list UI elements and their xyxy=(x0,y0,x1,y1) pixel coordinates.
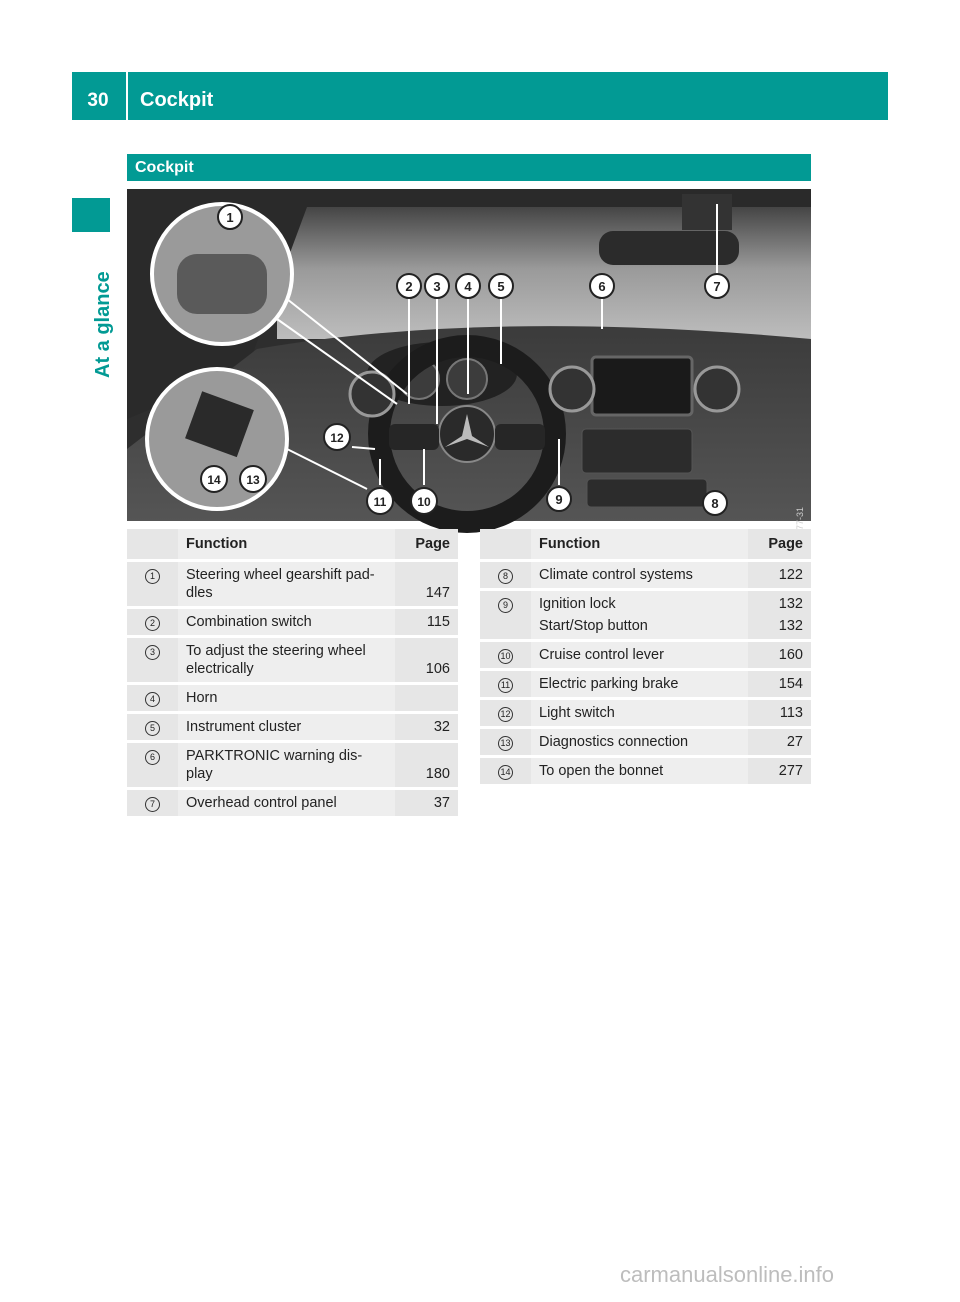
row-number xyxy=(127,789,178,817)
callout-label: 11 xyxy=(373,495,387,509)
row-number xyxy=(480,561,531,590)
callout-12 xyxy=(324,424,350,450)
function-text: Horn xyxy=(186,690,218,706)
table-header-row xyxy=(480,529,811,561)
row-function xyxy=(178,561,395,608)
table-row xyxy=(480,757,811,785)
callout-label: 10 xyxy=(417,495,431,509)
callout-6 xyxy=(590,274,614,298)
side-tab-marker xyxy=(72,198,110,232)
row-number xyxy=(127,608,178,637)
callout-label: 12 xyxy=(330,431,344,445)
page-link[interactable]: 277 xyxy=(778,763,803,779)
header-num xyxy=(480,529,531,561)
callout-14 xyxy=(201,466,227,492)
row-function xyxy=(531,641,748,670)
callout-number-icon: 3 xyxy=(145,645,160,660)
row-function xyxy=(531,699,748,728)
row-page[interactable] xyxy=(395,608,458,637)
page-header xyxy=(72,72,888,120)
row-number xyxy=(480,590,531,641)
row-function xyxy=(178,637,395,684)
row-page[interactable] xyxy=(748,757,811,785)
callout-number-icon: 11 xyxy=(498,678,513,693)
table-row xyxy=(480,728,811,757)
table-row xyxy=(480,670,811,699)
page-link[interactable]: 122 xyxy=(778,567,803,583)
function-text: To open the bonnet xyxy=(539,763,664,779)
page-link[interactable]: 106 xyxy=(425,661,450,677)
callout-number-icon: 4 xyxy=(145,692,160,707)
row-function xyxy=(531,561,748,590)
callout-label: 3 xyxy=(433,279,441,294)
page-link[interactable]: 115 xyxy=(426,614,450,630)
row-number xyxy=(127,637,178,684)
header-function: Function xyxy=(178,529,395,561)
cockpit-illustration xyxy=(127,189,811,521)
table-row xyxy=(127,742,458,789)
callout-7 xyxy=(705,274,729,298)
page-link[interactable]: 132 xyxy=(778,596,803,612)
row-number xyxy=(480,641,531,670)
table-row xyxy=(127,608,458,637)
row-number xyxy=(480,757,531,785)
page-link-2[interactable]: 132 xyxy=(778,618,803,634)
page-link[interactable]: 113 xyxy=(779,705,803,721)
function-text: Diagnostics connection xyxy=(539,734,689,750)
callout-number-icon: 12 xyxy=(498,707,513,722)
row-page[interactable] xyxy=(395,742,458,789)
side-tab-label: At a glance xyxy=(92,271,114,378)
section-heading: Cockpit xyxy=(127,154,811,181)
function-text: To adjust the steering wheel xyxy=(186,643,366,659)
table-row xyxy=(480,590,811,641)
callout-5 xyxy=(489,274,513,298)
callout-number-icon: 9 xyxy=(498,598,513,613)
row-page[interactable] xyxy=(748,699,811,728)
function-text: Cruise control lever xyxy=(539,647,664,663)
row-number xyxy=(480,728,531,757)
row-function xyxy=(178,789,395,817)
table-row xyxy=(127,789,458,817)
callout-number-icon: 5 xyxy=(145,721,160,736)
function-text: Overhead control panel xyxy=(186,795,337,811)
page-link[interactable]: 37 xyxy=(433,795,450,811)
header-divider xyxy=(126,72,128,120)
callout-label: 8 xyxy=(711,496,719,511)
callout-label: 7 xyxy=(713,279,721,294)
row-function xyxy=(178,608,395,637)
callout-label: 1 xyxy=(226,210,234,225)
callout-1 xyxy=(218,205,242,229)
table-row xyxy=(127,684,458,713)
callout-3 xyxy=(425,274,449,298)
function-table-left xyxy=(127,529,458,816)
row-page[interactable] xyxy=(395,637,458,684)
header-title: Cockpit xyxy=(140,89,214,111)
function-text-line2: dles xyxy=(186,585,213,601)
row-function xyxy=(531,670,748,699)
function-text-line2: Start/Stop button xyxy=(539,618,648,634)
header-page: Page xyxy=(395,529,458,561)
table-row xyxy=(127,637,458,684)
function-text: Light switch xyxy=(539,705,615,721)
callout-label: 2 xyxy=(405,279,413,294)
callout-10 xyxy=(411,488,437,514)
side-tab xyxy=(72,240,114,390)
callout-label: 13 xyxy=(246,473,260,487)
header-page: Page xyxy=(748,529,811,561)
function-text: PARKTRONIC warning dis- xyxy=(186,748,363,764)
callout-number-icon: 6 xyxy=(145,750,160,765)
callout-number-icon: 14 xyxy=(498,765,513,780)
row-page[interactable] xyxy=(395,789,458,817)
callout-label: 14 xyxy=(207,473,221,487)
page-link[interactable]: 154 xyxy=(778,676,803,692)
function-text: Steering wheel gearshift pad- xyxy=(186,567,375,583)
row-number xyxy=(127,561,178,608)
row-page[interactable] xyxy=(748,590,811,641)
table-row xyxy=(127,561,458,608)
function-table-right xyxy=(480,529,811,784)
row-number xyxy=(127,713,178,742)
function-text: Ignition lock xyxy=(539,596,616,612)
callout-13 xyxy=(240,466,266,492)
row-function xyxy=(178,742,395,789)
footer-watermark: carmanualsonline.info xyxy=(620,1262,835,1287)
function-text-line2: electrically xyxy=(186,661,254,677)
function-text: Instrument cluster xyxy=(186,719,302,735)
row-number xyxy=(480,699,531,728)
row-number xyxy=(127,742,178,789)
header-num xyxy=(127,529,178,561)
callout-number-icon: 7 xyxy=(145,797,160,812)
row-function xyxy=(178,713,395,742)
callout-9 xyxy=(547,487,571,511)
row-page[interactable] xyxy=(395,561,458,608)
callout-label: 9 xyxy=(555,492,563,507)
row-page[interactable] xyxy=(748,670,811,699)
function-text-line2: play xyxy=(186,766,213,782)
row-function xyxy=(531,728,748,757)
page-link[interactable]: 147 xyxy=(425,585,450,601)
table-row xyxy=(480,699,811,728)
function-text: Electric parking brake xyxy=(539,676,679,692)
callout-11 xyxy=(367,488,393,514)
function-text: Climate control systems xyxy=(539,567,693,583)
callout-number-icon: 1 xyxy=(145,569,160,584)
row-number xyxy=(480,670,531,699)
callout-2 xyxy=(397,274,421,298)
row-number xyxy=(127,684,178,713)
page-link[interactable]: 27 xyxy=(786,734,803,750)
row-function xyxy=(178,684,395,713)
row-page[interactable] xyxy=(748,561,811,590)
row-page[interactable] xyxy=(748,641,811,670)
page-link[interactable]: 180 xyxy=(425,766,450,782)
callout-8 xyxy=(703,491,727,515)
table-header-row xyxy=(127,529,458,561)
page-link[interactable]: 160 xyxy=(778,647,803,663)
header-function: Function xyxy=(531,529,748,561)
callout-label: 4 xyxy=(464,279,472,294)
page-link[interactable]: 32 xyxy=(433,719,450,735)
row-page[interactable] xyxy=(395,684,458,713)
row-page[interactable] xyxy=(395,713,458,742)
table-row xyxy=(480,641,811,670)
callout-4 xyxy=(456,274,480,298)
row-function xyxy=(531,757,748,785)
row-page[interactable] xyxy=(748,728,811,757)
function-text: Combination switch xyxy=(186,614,312,630)
callout-number-icon: 2 xyxy=(145,616,160,631)
callout-number-icon: 10 xyxy=(498,649,513,664)
table-row xyxy=(480,561,811,590)
callout-number-icon: 8 xyxy=(498,569,513,584)
callout-label: 6 xyxy=(598,279,606,294)
table-row xyxy=(127,713,458,742)
page-number: 30 xyxy=(87,90,109,111)
row-function xyxy=(531,590,748,641)
callout-label: 5 xyxy=(497,279,505,294)
cockpit-photo xyxy=(127,189,811,521)
callout-number-icon: 13 xyxy=(498,736,513,751)
